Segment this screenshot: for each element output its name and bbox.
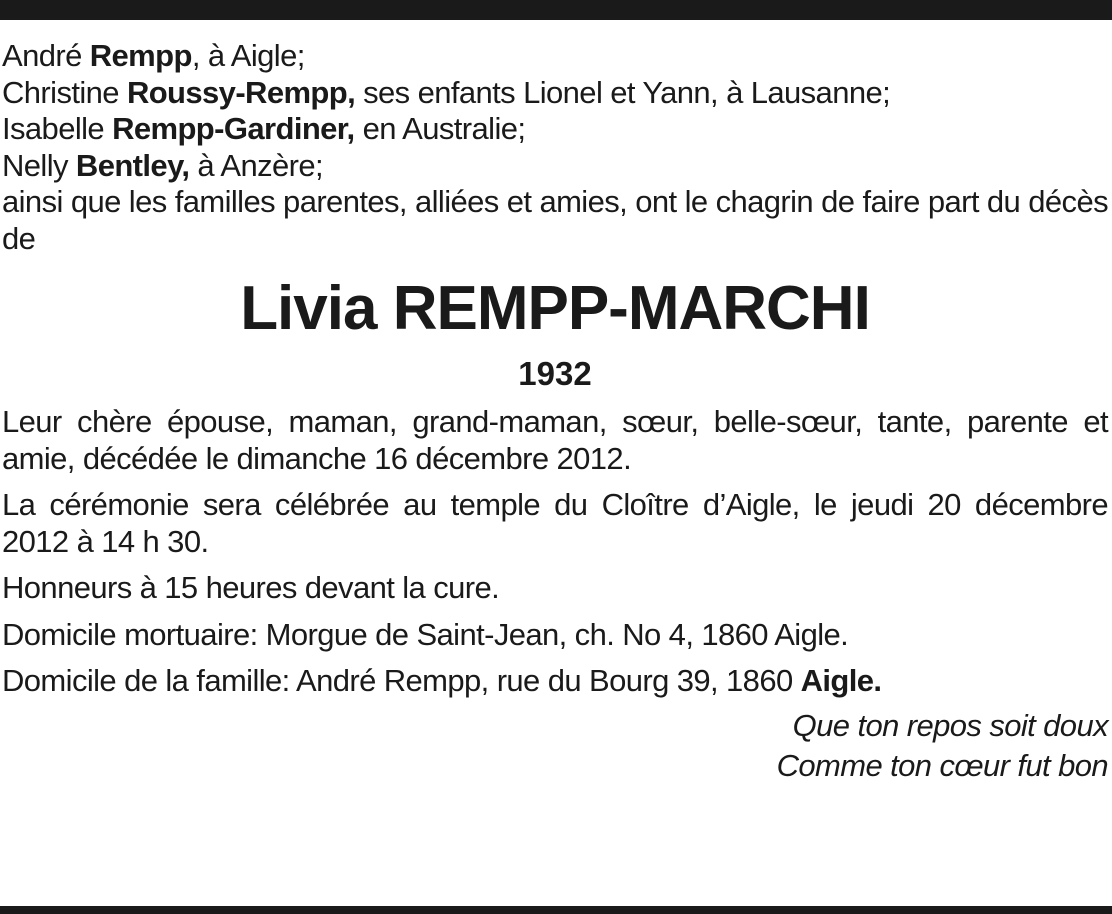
given-name: André xyxy=(2,38,82,73)
family-detail: ses enfants Lionel et Yann, à Lausanne; xyxy=(355,74,891,110)
surname: Rempp-Gardiner, xyxy=(112,111,355,146)
deceased-name: Livia REMPP-MARCHI xyxy=(240,274,870,343)
family-detail: à Anzère; xyxy=(189,147,324,183)
top-rule xyxy=(0,0,1112,20)
family-home-paragraph xyxy=(2,663,1108,700)
bottom-rule xyxy=(0,906,1112,914)
given-name: Nelly xyxy=(2,147,68,183)
family-line-2 xyxy=(2,75,1108,112)
announcement-text: ainsi que les familles parentes, alliées et amies, ont le chagrin de faire part du décès de xyxy=(2,184,1108,256)
family-home-town: Aigle. xyxy=(800,663,882,698)
honours-paragraph: Honneurs à 15 heures devant la cure. xyxy=(2,570,500,605)
verse-line-2: Comme ton cœur fut bon xyxy=(776,747,1108,783)
surname: Bentley, xyxy=(75,147,190,183)
birth-year: 1932 xyxy=(518,355,592,392)
family-detail: , à Aigle; xyxy=(191,38,305,73)
surname: Roussy-Rempp, xyxy=(126,74,356,110)
ceremony-paragraph: La cérémonie sera célébrée au temple du Cloître d’Aigle, le jeudi 20 décembre 2012 à 14 h 30. xyxy=(2,487,1108,559)
family-line-1 xyxy=(2,38,1108,75)
relation-paragraph: Leur chère épouse, maman, grand-maman, sœur, belle-sœur, tante, parente et amie, décédée le dimanche 16 décembre 2012. xyxy=(2,404,1108,476)
mortuary-paragraph: Domicile mortuaire: Morgue de Saint-Jean, ch. No 4, 1860 Aigle. xyxy=(2,616,849,652)
surname: Rempp xyxy=(89,38,192,73)
family-home-text: Domicile de la famille: André Rempp, rue du Bourg 39, 1860 xyxy=(2,663,801,698)
given-name: Christine xyxy=(2,74,119,110)
family-line-3 xyxy=(2,111,1108,148)
family-line-4 xyxy=(2,148,1108,185)
obituary-notice xyxy=(2,38,1108,786)
verse-line-1: Que ton repos soit doux xyxy=(792,707,1108,743)
family-detail: en Australie; xyxy=(354,111,526,146)
given-name: Isabelle xyxy=(2,111,105,146)
